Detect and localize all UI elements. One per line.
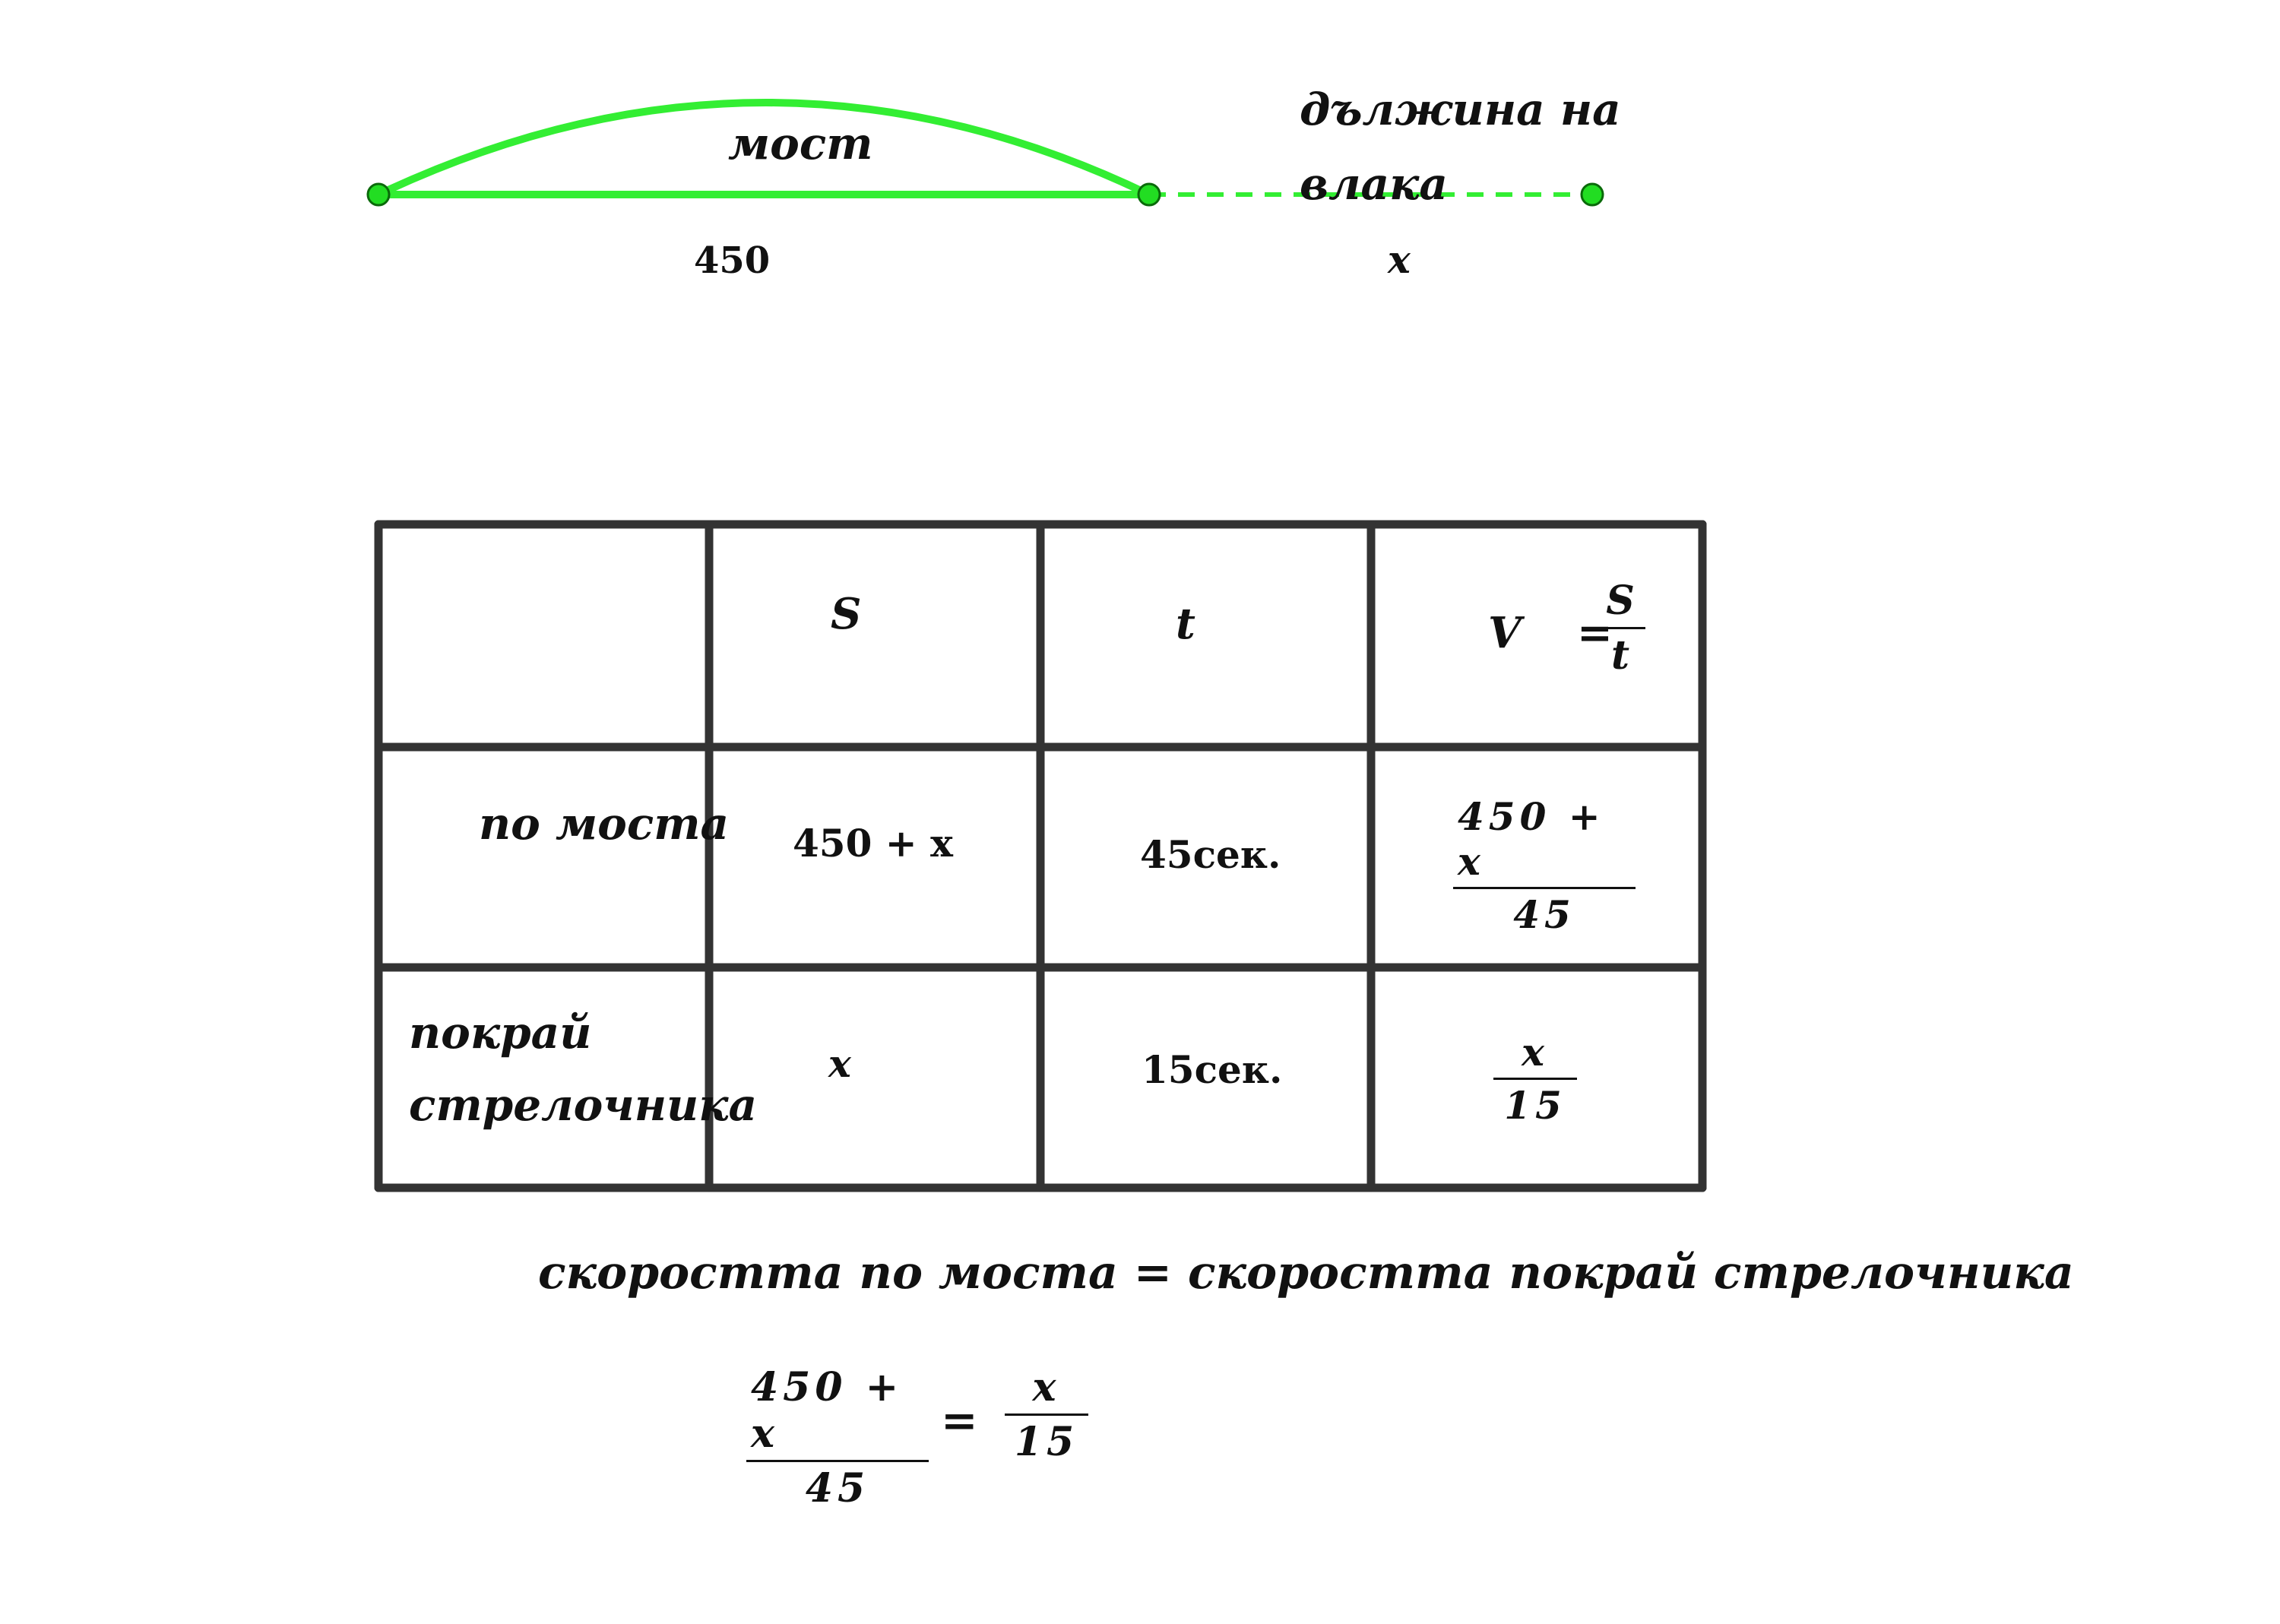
row1-t: 45сек. [1140, 832, 1281, 877]
equation-lhs-numerator: 450 + x [751, 1364, 904, 1457]
equation-lhs-bar [746, 1460, 929, 1462]
equation-rhs-fraction [1005, 1364, 1088, 1465]
header-t: t [1176, 599, 1195, 649]
row2-label-line1: покрай [409, 1007, 592, 1059]
header-v-numerator: S [1606, 578, 1639, 624]
equation-lhs-denominator: 45 [805, 1465, 870, 1512]
header-s: S [831, 589, 862, 639]
row1-v-fraction [1453, 794, 1636, 937]
row1-v-numerator: 450 + x [1458, 794, 1605, 884]
bridge-length-label: 450 [694, 239, 771, 282]
row1-label: по моста [479, 798, 730, 850]
row2-label-line2: стрелочника [409, 1079, 758, 1131]
point-middle[interactable] [1138, 184, 1160, 205]
row2-v-numerator: x [1522, 1030, 1549, 1075]
row1-v-fraction-bar [1453, 887, 1636, 889]
header-v-fraction-bar [1600, 627, 1645, 629]
row1-s: 450 + x [793, 821, 953, 866]
point-end[interactable] [1582, 184, 1603, 205]
row2-v-fraction [1493, 1030, 1577, 1128]
equation-lhs-fraction [746, 1364, 929, 1512]
header-v-fraction [1600, 578, 1645, 679]
train-label-line1: дължина на [1300, 84, 1621, 135]
equation-equals: = [941, 1394, 978, 1446]
point-start[interactable] [368, 184, 389, 205]
equation-rhs-bar [1005, 1413, 1088, 1416]
train-length-label: x [1388, 237, 1411, 282]
row2-s: x [828, 1041, 851, 1086]
header-v-denominator: t [1610, 632, 1635, 679]
row2-t: 15сек. [1142, 1047, 1283, 1092]
header-v: V [1488, 608, 1522, 658]
header-v-equals: = [1577, 608, 1613, 658]
bridge-label: мост [728, 118, 873, 169]
row1-v-denominator: 45 [1513, 892, 1575, 937]
speed-statement: скоростта по моста = скоростта покрай стрелочника [538, 1246, 2074, 1300]
row2-v-fraction-bar [1493, 1078, 1577, 1080]
row2-v-denominator: 15 [1504, 1083, 1566, 1128]
train-label-line2: влака [1300, 158, 1448, 210]
equation-rhs-denominator: 15 [1014, 1419, 1079, 1465]
equation-rhs-numerator: x [1032, 1364, 1061, 1410]
